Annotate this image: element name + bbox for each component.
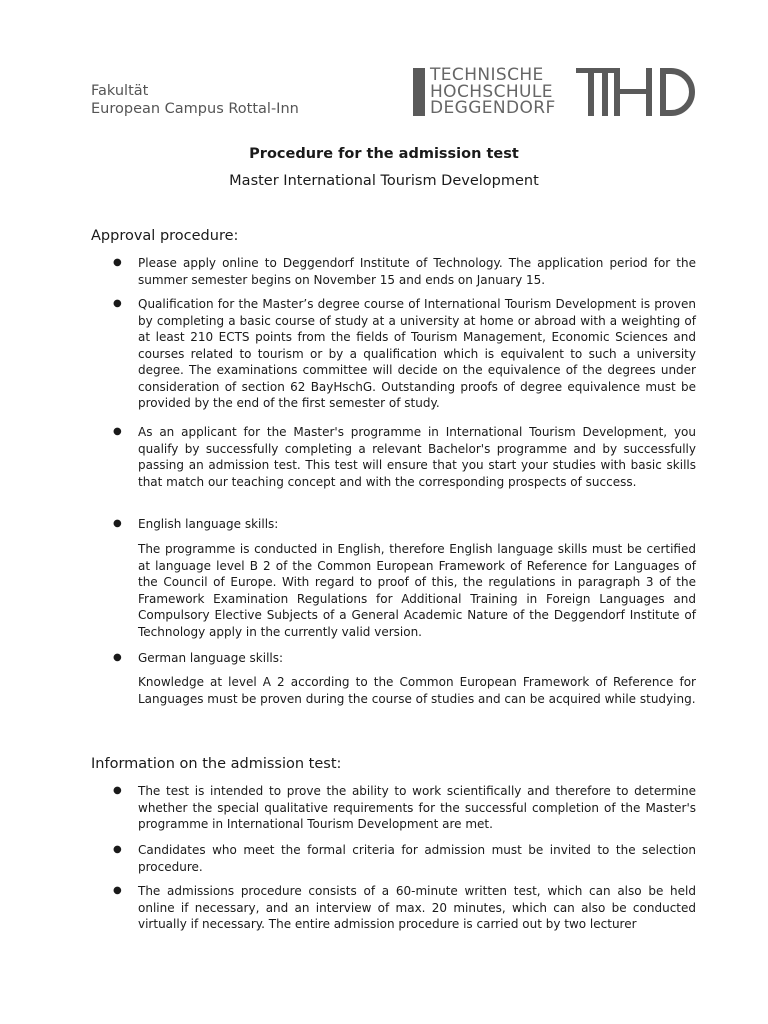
approval-item-2: Qualification for the Master’s degree course of International Tourism Development is proven by completing a basic course of study at a university at home or abroad with a weighting of at least 210 ECTS points from the fields of Tourism Management, Economic Sciences and courses related to tourism or by a qualification which is equivalent to such a university degree. The examinations committee will decide on the equivalence of the degrees under consideration of section 62 BayHschG. Outstanding proofs of degree equivalence must be provided by the end of the first semester of study. [138, 297, 696, 410]
english-skills-detail: The programme is conducted in English, therefore English language skills must be certified at language level B 2 of the Common European Framework of Reference for Languages of the Council of Europe. With regard to proof of this, the regulations in paragraph 3 of the Framework Examination Regulations for Additional Training in Foreign Languages and Compulsory Elective Subjects of a General Academic Nature of the Deggendorf Institute of Technology apply in the currently valid version. [138, 542, 696, 639]
document-subtitle: Master International Tourism Development [229, 173, 539, 189]
approval-item-1: Please apply online to Deggendorf Institute of Technology. The application period for the summer semester begins on November 15 and ends on January 15. [138, 256, 696, 287]
german-skills-detail: Knowledge at level A 2 according to the Common European Framework of Reference for Languages must be proven during the course of studies and can be acquired while studying. [138, 675, 696, 706]
document-title: Procedure for the admission test [249, 146, 519, 162]
bullet-icon: ● [113, 785, 122, 796]
logo-line-3: DEGGENDORF [430, 98, 556, 118]
approval-item-3: As an applicant for the Master's programme in International Tourism Development, you qualify by successfully completing a relevant Bachelor's programme and by successfully passing an admission test. This test will ensure that you start your studies with basic skills that match our teaching concept and with the corresponding prospects of success. [138, 425, 696, 489]
info-item-1: The test is intended to prove the ability to work scientifically and therefore to determine whether the special qualitative requirements for the successful completion of the Master's programme in International Tourism Development are met. [138, 784, 696, 831]
campus-name: European Campus Rottal-Inn [91, 101, 299, 117]
bullet-icon: ● [113, 298, 122, 309]
logo-line-1: TECHNISCHE [430, 65, 544, 85]
faculty-label: Fakultät [91, 83, 149, 99]
bullet-icon: ● [113, 257, 122, 268]
info-heading: Information on the admission test: [91, 756, 342, 772]
faculty-header [91, 82, 299, 118]
info-item-2: Candidates who meet the formal criteria for admission must be invited to the selection procedure. [138, 843, 696, 874]
german-skills-label: German language skills: [138, 651, 284, 665]
bullet-icon: ● [113, 518, 122, 529]
bullet-icon: ● [113, 652, 122, 663]
info-item-3: The admissions procedure consists of a 60-minute written test, which can also be held online if necessary, and an interview of max. 20 minutes, which can also be conducted virtually if necessary. The entire admission procedure is carried out by two lecturer [138, 884, 696, 931]
thd-logo [413, 65, 695, 118]
logo-wordmark [430, 67, 556, 117]
thd-monogram-icon [576, 68, 695, 116]
logo-line-2: HOCHSCHULE [430, 81, 553, 102]
bullet-icon: ● [113, 844, 122, 855]
approval-heading: Approval procedure: [91, 228, 239, 244]
logo-bar [413, 68, 425, 116]
english-skills-label: English language skills: [138, 517, 279, 531]
bullet-icon: ● [113, 426, 122, 437]
bullet-icon: ● [113, 885, 122, 896]
